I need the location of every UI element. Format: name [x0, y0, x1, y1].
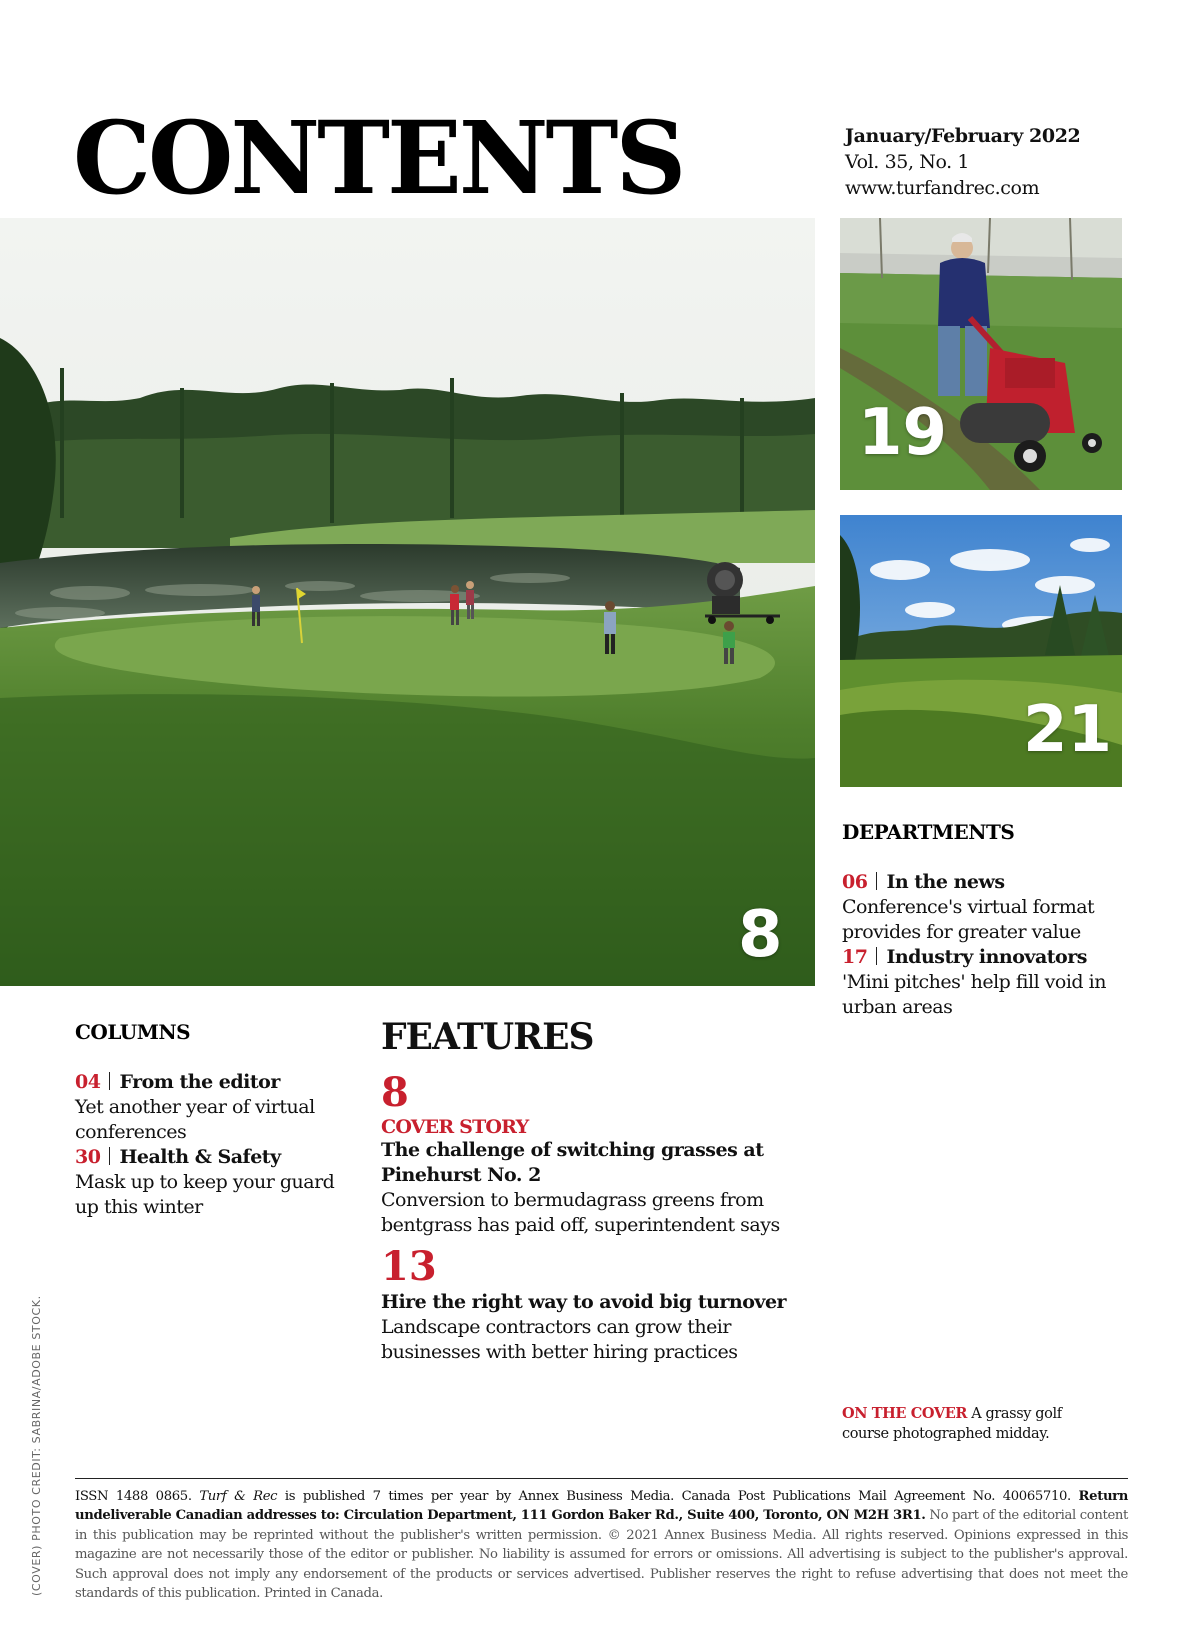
features-heading: FEATURES: [381, 1016, 594, 1058]
footer-pub-name: Turf & Rec: [199, 1489, 278, 1504]
photo-credit: (COVER) PHOTO CREDIT: SABRINA/ADOBE STOCK.: [30, 1295, 43, 1596]
main-photo-golf-course[interactable]: [0, 218, 815, 986]
issue-volume: Vol. 35, No. 1: [845, 151, 970, 173]
separator: [876, 872, 877, 890]
feature-title: The challenge of switching grasses at Pinehurst No. 2: [381, 1139, 764, 1186]
features-section: [381, 1016, 801, 1365]
footer-return-address: Return undeliverable Canadian addresses to: Circulation Department, 111 Gordon Baker Rd., Suite 400, Toronto, ON M2H 3R1.: [75, 1489, 1129, 1524]
department-name: In the news: [886, 871, 1005, 893]
column-desc: Yet another year of virtual conferences: [75, 1096, 315, 1143]
department-desc: Conference's virtual format provides for greater value: [842, 896, 1095, 943]
department-entry[interactable]: [842, 945, 1142, 1020]
department-entry[interactable]: [842, 870, 1142, 945]
feature-entry[interactable]: [381, 1244, 801, 1365]
on-the-cover-label: ON THE COVER: [842, 1405, 967, 1422]
columns-heading: COLUMNS: [75, 1020, 191, 1044]
feature-page: 8: [381, 1069, 409, 1116]
footer-legal: No part of the editorial content in this publication may be reprinted without the publisher's written permission. © 2021 Annex Business Media. All rights reserved. Opinions expressed in this magazine are not necessarily those of the editor or publisher. No liability is assumed for errors or omissions. All advertising is subject to the publisher's approval. Such approval does not imply any endorsement of the products or services advertised. Publisher reserves the right to refuse advertising that does not meet the standards of this publication. Printed in Canada.: [75, 1508, 1128, 1602]
column-name: Health & Safety: [119, 1146, 281, 1168]
photo-top-right-page-number: 19: [858, 396, 948, 470]
footer-issn: ISSN 1488 0865.: [75, 1489, 192, 1504]
feature-page: 13: [381, 1243, 437, 1290]
departments-heading: DEPARTMENTS: [842, 820, 1015, 844]
publication-footer: [75, 1478, 1128, 1603]
separator: [109, 1147, 110, 1165]
issue-date: January/February 2022: [845, 125, 1081, 147]
department-page: 17: [842, 946, 868, 968]
issue-website[interactable]: www.turfandrec.com: [845, 177, 1040, 199]
feature-entry[interactable]: [381, 1070, 801, 1238]
page-title: CONTENTS: [73, 99, 684, 217]
on-the-cover-text: A grassy golf course photographed midday.: [842, 1406, 1062, 1442]
feature-title: Hire the right way to avoid big turnover: [381, 1291, 787, 1313]
photo-mid-right-green[interactable]: [840, 515, 1122, 787]
separator: [876, 947, 877, 965]
departments-section: [842, 820, 1142, 1020]
separator: [109, 1072, 110, 1090]
column-page: 04: [75, 1071, 101, 1093]
feature-desc: Landscape contractors can grow their businesses with better hiring practices: [381, 1316, 738, 1363]
column-desc: Mask up to keep your guard up this winter: [75, 1171, 335, 1218]
golf-course-illustration: [0, 218, 815, 986]
feature-desc: Conversion to bermudagrass greens from bentgrass has paid off, superintendent says: [381, 1189, 780, 1236]
column-entry[interactable]: [75, 1070, 345, 1145]
photo-mid-right-page-number: 21: [1023, 693, 1113, 767]
department-name: Industry innovators: [886, 946, 1087, 968]
on-the-cover-note: [842, 1404, 1102, 1444]
column-entry[interactable]: [75, 1145, 345, 1220]
column-page: 30: [75, 1146, 101, 1168]
footer-pub-text: is published 7 times per year by Annex Business Media. Canada Post Publications Mail Agreement No. 40065710.: [284, 1489, 1071, 1504]
feature-label: COVER STORY: [381, 1116, 529, 1138]
department-desc: 'Mini pitches' help fill void in urban areas: [842, 971, 1106, 1018]
main-photo-page-number: 8: [738, 898, 783, 972]
issue-info: [845, 123, 1080, 201]
columns-section: [75, 1020, 345, 1220]
department-page: 06: [842, 871, 868, 893]
column-name: From the editor: [119, 1071, 280, 1093]
photo-top-right-mower[interactable]: [840, 218, 1122, 490]
